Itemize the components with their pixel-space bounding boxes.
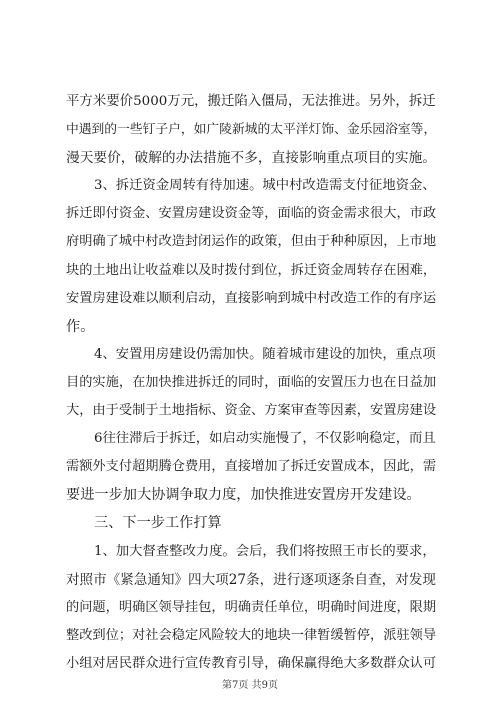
text-line: 4、安置用房建设仍需加快。随着城市建设的加快，重点项 — [94, 346, 436, 362]
text-line: 中遇到的一些钉子户，如广陵新城的太平洋灯饰、金乐园浴室等， — [66, 122, 437, 138]
text-line: 府明确了城中村改造封闭运作的政策，但由于种种原因，上市地 — [66, 234, 437, 250]
text-line: 小组对居民群众进行宣传教育引导，确保赢得绝大多数群众认可 — [66, 655, 437, 671]
text-line: 三、下一步工作打算 — [94, 515, 222, 532]
text-line: 平方米要价5000万元，搬迁陷入僵局，无法推进。另外，拆迁 — [66, 94, 436, 109]
text-line: 作。 — [66, 318, 95, 335]
text-line: 漫天要价，破解的办法措施不多，直接影响重点项目的实施。 — [66, 150, 436, 167]
text-line: 块的土地出让收益难以及时拨付到位，拆迁资金周转存在困难， — [66, 262, 437, 278]
text-line: 6往往滞后于拆迁，如启动实施慢了，不仅影响稳定，而且 — [94, 431, 436, 447]
text-line: 要进一步加大协调争取力度，加快推进安置房开发建设。 — [66, 487, 421, 504]
text-line: 的问题，明确区领导挂包，明确责任单位，明确时间进度，限期 — [66, 599, 437, 615]
document-body — [66, 88, 436, 678]
page-footer: 第7页 共9页 — [222, 680, 278, 691]
text-line: 需额外支付超期腾仓费用，直接增加了拆迁安置成本，因此，需 — [66, 459, 437, 475]
text-line: 整改到位；对社会稳定风险较大的地块一律暂缓暂停，派驻领导 — [66, 627, 437, 643]
text-line: 1、加大督查整改力度。会后，我们将按照王市长的要求， — [94, 543, 436, 559]
text-line: 3、拆迁资金周转有待加速。城中村改造需支付征地资金、 — [94, 178, 436, 194]
text-line: 拆迁即付资金、安置房建设资金等，面临的资金需求很大，市政 — [66, 206, 437, 222]
text-line: 对照市《紧急通知》四大项27条，进行逐项逐条自查，对发现 — [66, 571, 436, 588]
text-line: 目的实施，在加快推进拆迁的同时，面临的安置压力也在日益加 — [66, 374, 437, 390]
text-line: 安置房建设难以顺利启动，直接影响到城中村改造工作的有序运 — [66, 290, 437, 306]
text-line: 大，由于受制于土地指标、资金、方案审查等因素，安置房建设 — [66, 403, 437, 419]
